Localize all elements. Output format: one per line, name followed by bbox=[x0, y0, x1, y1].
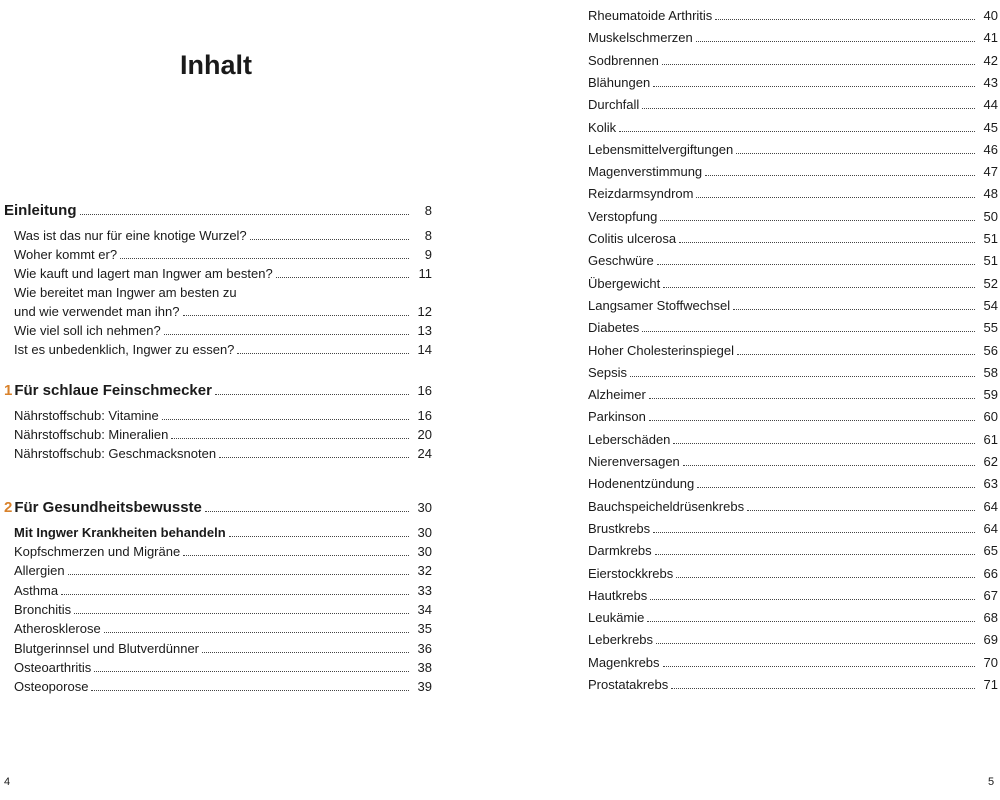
dot-leader bbox=[649, 398, 975, 399]
toc-page-number: 51 bbox=[983, 253, 998, 269]
dot-leader bbox=[673, 443, 975, 444]
toc-entry[interactable] bbox=[588, 30, 998, 46]
dot-leader bbox=[653, 86, 975, 87]
dot-leader bbox=[120, 258, 409, 259]
toc-entry-label: Muskelschmerzen bbox=[588, 30, 693, 46]
toc-page-number: 66 bbox=[983, 565, 998, 581]
toc-heading-chapter-2[interactable] bbox=[4, 500, 432, 516]
dot-leader bbox=[630, 376, 975, 377]
dot-leader bbox=[715, 19, 975, 20]
toc-page-number: 64 bbox=[983, 498, 998, 514]
toc-page-number: 70 bbox=[983, 654, 998, 670]
toc-entry-label: Leukämie bbox=[588, 610, 645, 626]
toc-entry-label: Verstopfung bbox=[588, 208, 658, 224]
dot-leader bbox=[219, 457, 409, 458]
toc-page-number: 12 bbox=[417, 304, 432, 319]
dot-leader bbox=[237, 353, 409, 354]
dot-leader bbox=[737, 354, 975, 355]
dot-leader bbox=[68, 574, 409, 575]
toc-entry-label: Alzheimer bbox=[588, 387, 646, 403]
toc-entry[interactable] bbox=[588, 588, 998, 604]
dot-leader bbox=[663, 287, 975, 288]
dot-leader bbox=[705, 175, 975, 176]
dot-leader bbox=[104, 632, 409, 633]
toc-page-number: 32 bbox=[417, 563, 432, 579]
toc-entry[interactable] bbox=[588, 142, 998, 158]
dot-leader bbox=[74, 613, 409, 614]
dot-leader bbox=[696, 197, 975, 198]
toc-entry-label: Ist es unbedenklich, Ingwer zu essen? bbox=[14, 342, 235, 357]
toc-entry-label: Woher kommt er? bbox=[14, 247, 118, 262]
dot-leader bbox=[205, 511, 409, 512]
dot-leader bbox=[696, 41, 975, 42]
dot-leader bbox=[642, 331, 975, 332]
dot-leader bbox=[619, 131, 975, 132]
toc-entry[interactable] bbox=[588, 632, 998, 648]
toc-subheading-label: Mit Ingwer Krankheiten behandeln bbox=[14, 525, 226, 540]
toc-page-number: 42 bbox=[983, 52, 998, 68]
toc-entry-label: Durchfall bbox=[588, 97, 640, 113]
dot-leader bbox=[183, 555, 409, 556]
toc-entry[interactable] bbox=[588, 120, 998, 136]
toc-entry[interactable] bbox=[588, 164, 998, 180]
toc-entry-label: Allergien bbox=[14, 563, 65, 579]
toc-page-number: 36 bbox=[417, 640, 432, 656]
toc-entry[interactable] bbox=[14, 641, 432, 657]
toc-entry[interactable] bbox=[14, 408, 432, 424]
toc-entry[interactable] bbox=[588, 253, 998, 269]
page-number: 4 bbox=[4, 776, 11, 788]
page-number: 5 bbox=[988, 776, 995, 788]
toc-entry[interactable] bbox=[14, 563, 432, 579]
toc-entry-label: Sodbrennen bbox=[588, 52, 659, 68]
toc-page-number: 39 bbox=[417, 679, 432, 695]
toc-entry[interactable] bbox=[588, 499, 998, 515]
dot-leader bbox=[736, 153, 975, 154]
toc-entry[interactable] bbox=[588, 320, 998, 336]
toc-entry-label: Lebensmittelvergiftungen bbox=[588, 141, 734, 157]
dot-leader bbox=[650, 599, 975, 600]
toc-entry-label: Kolik bbox=[588, 119, 617, 135]
toc-page-number: 30 bbox=[417, 525, 432, 540]
toc-entry[interactable] bbox=[14, 621, 432, 637]
toc-heading-label-wrap bbox=[4, 383, 212, 399]
toc-page-number: 60 bbox=[983, 409, 998, 425]
toc-entry[interactable] bbox=[588, 343, 998, 359]
toc-entry-label: Wie viel soll ich nehmen? bbox=[14, 323, 161, 338]
toc-entry-label: Magenkrebs bbox=[588, 654, 660, 670]
dot-leader bbox=[683, 465, 975, 466]
toc-page-number: 24 bbox=[417, 446, 432, 461]
toc-entry[interactable] bbox=[14, 323, 432, 339]
toc-page-number: 54 bbox=[983, 297, 998, 313]
toc-entry-label: Parkinson bbox=[588, 409, 646, 425]
dot-leader bbox=[61, 594, 409, 595]
toc-entry-label: Langsamer Stoffwechsel bbox=[588, 297, 731, 313]
toc-entry[interactable] bbox=[588, 566, 998, 582]
toc-page-number: 48 bbox=[983, 186, 998, 202]
toc-entry-label: Was ist das nur für eine knotige Wurzel? bbox=[14, 228, 247, 243]
toc-entry[interactable] bbox=[588, 387, 998, 403]
toc-entry-label: Osteoarthritis bbox=[14, 659, 92, 675]
toc-page-number: 55 bbox=[983, 320, 998, 336]
toc-page-number: 50 bbox=[983, 208, 998, 224]
dot-leader bbox=[276, 277, 409, 278]
toc-page-number: 61 bbox=[983, 431, 998, 447]
toc-page-number: 44 bbox=[983, 97, 998, 113]
toc-entry[interactable] bbox=[588, 432, 998, 448]
dot-leader bbox=[94, 671, 409, 672]
toc-page-number: 33 bbox=[417, 582, 432, 598]
toc-page-number: 35 bbox=[417, 621, 432, 637]
toc-entry[interactable] bbox=[588, 476, 998, 492]
dot-leader bbox=[215, 394, 409, 395]
toc-entry-label-line1[interactable]: Wie bereitet man Ingwer am besten zu bbox=[14, 285, 237, 300]
toc-entry-label: Eierstockkrebs bbox=[588, 565, 674, 581]
toc-page-number: 62 bbox=[983, 454, 998, 469]
toc-entry-label: Bauchspeicheldrüsenkrebs bbox=[588, 498, 745, 514]
toc-entry[interactable] bbox=[588, 209, 998, 225]
toc-page-number: 47 bbox=[983, 164, 998, 180]
toc-page-number: 30 bbox=[417, 544, 432, 559]
toc-entry-label: Hoher Cholesterinspiegel bbox=[588, 342, 734, 358]
dot-leader bbox=[657, 264, 975, 265]
toc-page-number: 56 bbox=[983, 342, 998, 358]
toc-entry-label: Osteoporose bbox=[14, 679, 89, 695]
toc-page-number: 43 bbox=[983, 74, 998, 90]
dot-leader bbox=[91, 690, 409, 691]
toc-entry[interactable] bbox=[588, 521, 998, 537]
toc-entry-label: Prostatakrebs bbox=[588, 677, 669, 692]
toc-page-number: 30 bbox=[417, 500, 432, 515]
toc-entry[interactable] bbox=[14, 427, 432, 443]
toc-entry[interactable] bbox=[588, 677, 998, 693]
toc-page-number: 40 bbox=[983, 8, 998, 23]
toc-heading-label: Einleitung bbox=[4, 202, 77, 219]
toc-entry[interactable] bbox=[588, 276, 998, 292]
toc-entry[interactable] bbox=[588, 655, 998, 671]
toc-page-number: 38 bbox=[417, 659, 432, 675]
toc-entry[interactable] bbox=[588, 8, 998, 24]
toc-entry-label: Brustkrebs bbox=[588, 520, 651, 536]
toc-page-number: 20 bbox=[417, 427, 432, 442]
toc-entry-label: Magenverstimmung bbox=[588, 164, 703, 180]
toc-entry-label: Leberschäden bbox=[588, 431, 671, 447]
toc-entry-label: Geschwüre bbox=[588, 253, 654, 269]
dot-leader bbox=[660, 220, 975, 221]
toc-entry-label: Bronchitis bbox=[14, 601, 72, 617]
dot-leader bbox=[655, 554, 975, 555]
dot-leader bbox=[80, 214, 410, 215]
toc-entry-label: und wie verwendet man ihn? bbox=[14, 304, 180, 319]
toc-heading-label: Für schlaue Feinschmecker bbox=[14, 382, 212, 399]
dot-leader bbox=[250, 239, 409, 240]
toc-page-number: 58 bbox=[983, 364, 998, 380]
toc-entry[interactable] bbox=[588, 610, 998, 626]
toc-heading-einleitung[interactable] bbox=[4, 203, 432, 219]
toc-entry[interactable] bbox=[14, 679, 432, 695]
dot-leader bbox=[679, 242, 975, 243]
toc-heading-label-wrap bbox=[4, 500, 202, 516]
toc-entry[interactable] bbox=[588, 186, 998, 202]
toc-page-number: 64 bbox=[983, 520, 998, 536]
page-title: Inhalt bbox=[180, 50, 252, 80]
dot-leader bbox=[171, 438, 409, 439]
toc-entry[interactable] bbox=[14, 583, 432, 599]
toc-page-number: 63 bbox=[983, 476, 998, 492]
dot-leader bbox=[747, 510, 975, 511]
dot-leader bbox=[671, 688, 975, 689]
toc-heading-label: Für Gesundheitsbewusste bbox=[14, 499, 202, 516]
toc-entry[interactable] bbox=[14, 228, 432, 244]
toc-entry-label: Diabetes bbox=[588, 320, 640, 336]
toc-page-number: 71 bbox=[983, 677, 998, 692]
toc-entry[interactable] bbox=[14, 247, 432, 263]
toc-entry-label: Darmkrebs bbox=[588, 543, 652, 559]
chapter-number: 2 bbox=[4, 499, 13, 516]
toc-entry[interactable] bbox=[14, 660, 432, 676]
dot-leader bbox=[676, 577, 975, 578]
toc-page-number: 8 bbox=[424, 203, 432, 218]
toc-entry[interactable] bbox=[588, 543, 998, 559]
toc-entry[interactable] bbox=[588, 53, 998, 69]
toc-entry-label: Leberkrebs bbox=[588, 632, 654, 648]
dot-leader bbox=[642, 108, 975, 109]
dot-leader bbox=[202, 652, 409, 653]
toc-entry-label: Sepsis bbox=[588, 364, 628, 380]
dot-leader bbox=[662, 64, 975, 65]
toc-entry[interactable] bbox=[14, 304, 432, 320]
toc-entry-label: Atherosklerose bbox=[14, 621, 101, 637]
dot-leader bbox=[663, 666, 975, 667]
dot-leader bbox=[653, 532, 975, 533]
toc-page-number: 41 bbox=[983, 30, 998, 46]
toc-entry-label: Reizdarmsyndrom bbox=[588, 186, 694, 202]
dot-leader bbox=[733, 309, 975, 310]
toc-page-number: 16 bbox=[417, 408, 432, 423]
right-page bbox=[500, 0, 1000, 800]
toc-entry-label: Asthma bbox=[14, 582, 59, 598]
toc-page-number: 16 bbox=[417, 383, 432, 398]
toc-page-number: 45 bbox=[983, 119, 998, 135]
toc-entry-label: Nährstoffschub: Mineralien bbox=[14, 427, 169, 442]
toc-entry-label: Colitis ulcerosa bbox=[588, 231, 677, 246]
toc-heading-chapter-1[interactable] bbox=[4, 383, 432, 399]
toc-entry[interactable] bbox=[14, 266, 432, 282]
toc-entry[interactable] bbox=[14, 544, 432, 560]
toc-page-number: 46 bbox=[983, 141, 998, 157]
toc-page-number: 52 bbox=[983, 275, 998, 291]
dot-leader bbox=[656, 643, 975, 644]
toc-entry[interactable] bbox=[588, 409, 998, 425]
dot-leader bbox=[649, 420, 975, 421]
dot-leader bbox=[162, 419, 409, 420]
toc-subheading[interactable] bbox=[14, 525, 432, 541]
toc-entry[interactable] bbox=[588, 97, 998, 113]
toc-page-number: 65 bbox=[983, 543, 998, 559]
toc-entry-label: Hodenentzündung bbox=[588, 476, 695, 492]
toc-entry[interactable] bbox=[588, 454, 998, 470]
toc-page-number: 14 bbox=[417, 342, 432, 357]
toc-page-number: 68 bbox=[983, 610, 998, 626]
toc-entry-label: Nährstoffschub: Vitamine bbox=[14, 408, 159, 423]
toc-entry-label: Rheumatoide Arthritis bbox=[588, 8, 713, 23]
toc-page-number: 59 bbox=[983, 387, 998, 403]
toc-entry[interactable] bbox=[588, 75, 998, 91]
dot-leader bbox=[183, 315, 410, 316]
toc-page-number: 9 bbox=[424, 247, 432, 262]
toc-entry[interactable] bbox=[588, 365, 998, 381]
toc-entry[interactable] bbox=[14, 602, 432, 618]
dot-leader bbox=[229, 536, 409, 537]
toc-page-number: 69 bbox=[983, 632, 998, 648]
toc-page-number: 13 bbox=[417, 323, 432, 338]
toc-entry-label: Kopfschmerzen und Migräne bbox=[14, 544, 181, 559]
toc-page-number: 11 bbox=[418, 266, 432, 281]
dot-leader bbox=[164, 334, 409, 335]
chapter-number: 1 bbox=[4, 382, 13, 399]
toc-entry[interactable] bbox=[14, 342, 432, 358]
dot-leader bbox=[697, 487, 975, 488]
toc-entry-label: Blähungen bbox=[588, 74, 651, 90]
toc-entry-label: Blutgerinnsel und Blutverdünner bbox=[14, 640, 200, 656]
toc-entry[interactable] bbox=[588, 231, 998, 247]
toc-entry-label: Wie kauft und lagert man Ingwer am besten? bbox=[14, 266, 273, 281]
toc-entry-label: Nierenversagen bbox=[588, 454, 680, 469]
toc-page-number: 51 bbox=[983, 231, 998, 246]
toc-entry-label: Übergewicht bbox=[588, 275, 661, 291]
toc-page-number: 8 bbox=[424, 228, 432, 243]
toc-entry-label: Hautkrebs bbox=[588, 587, 648, 603]
dot-leader bbox=[647, 621, 975, 622]
toc-entry[interactable] bbox=[588, 298, 998, 314]
toc-entry-label: Nährstoffschub: Geschmacksnoten bbox=[14, 446, 217, 461]
toc-page-number: 67 bbox=[983, 587, 998, 603]
toc-page-number: 34 bbox=[417, 601, 432, 617]
toc-entry[interactable] bbox=[14, 446, 432, 462]
